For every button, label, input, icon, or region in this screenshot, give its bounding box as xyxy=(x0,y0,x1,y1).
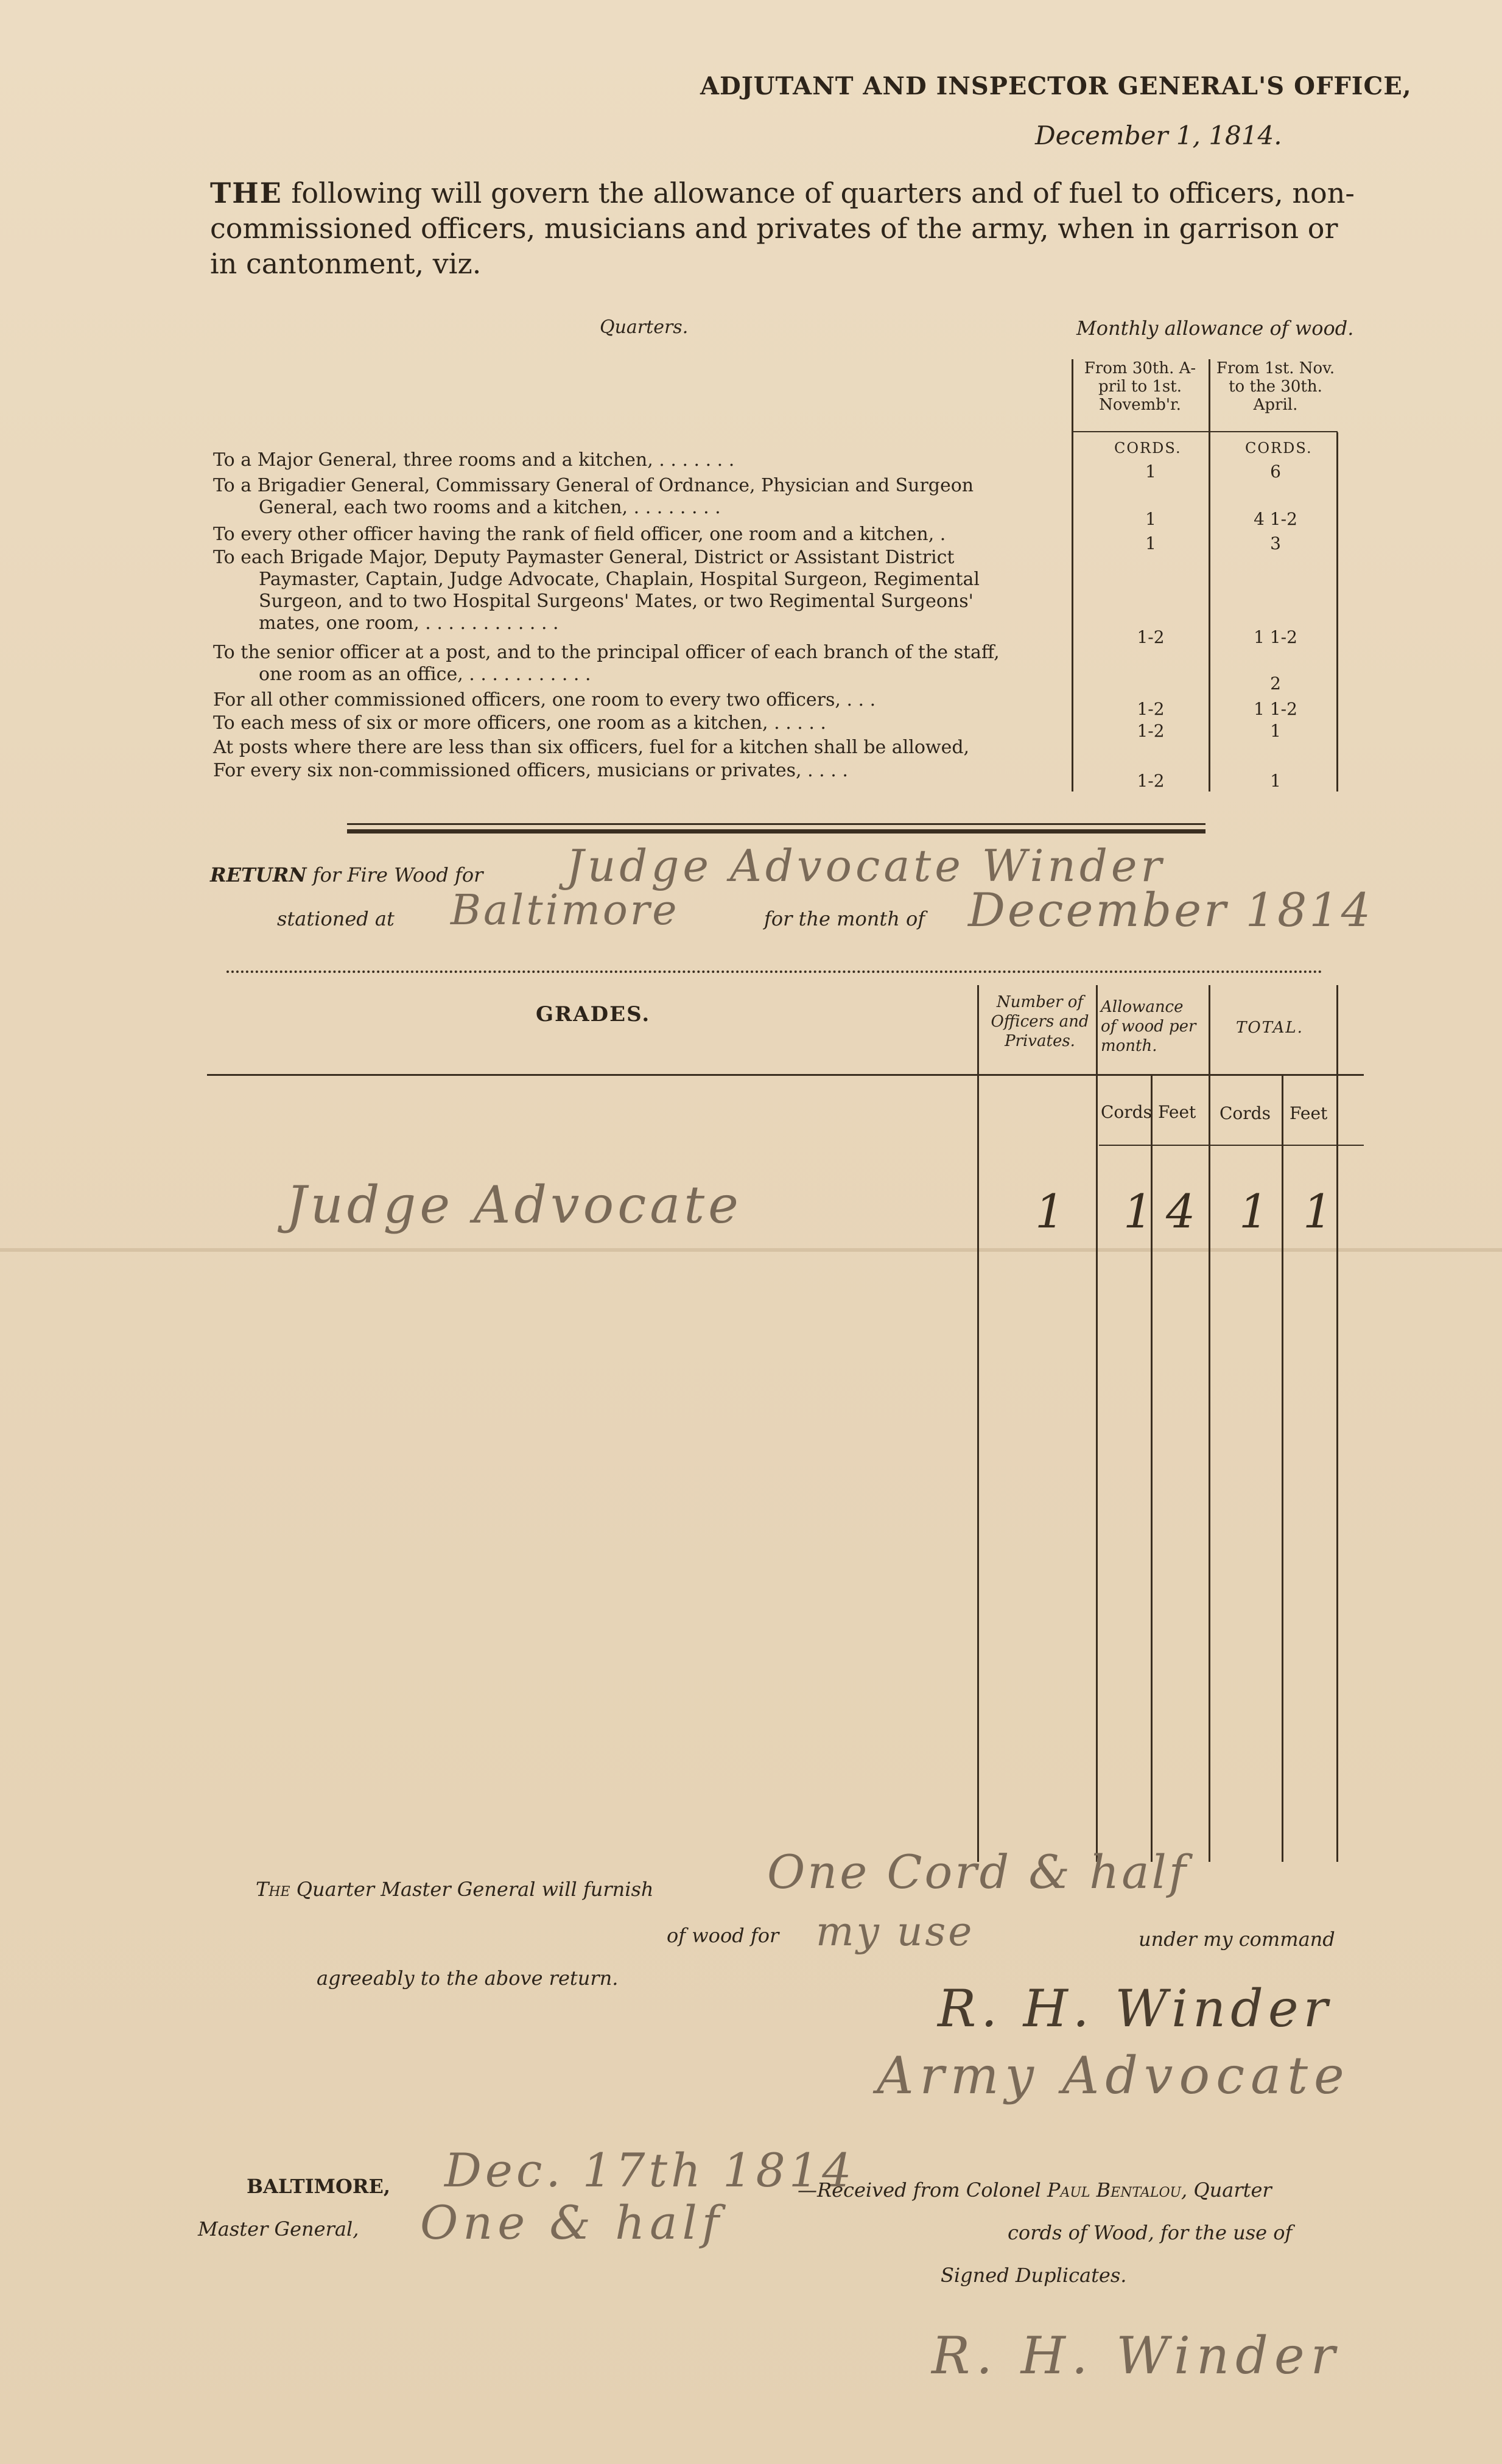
total-heading: TOTAL. xyxy=(1236,1019,1304,1037)
allowance-winter-value: 4 1-2 xyxy=(1254,509,1297,529)
allowance-row-line: Surgeon, and to two Hospital Surgeons' Mates, or two Regimental Surgeons' xyxy=(259,591,974,612)
allowance-row-line: For all other commissioned officers, one room to every two officers, . . . xyxy=(213,689,876,711)
sub-cords-heading: Cords xyxy=(1101,1102,1152,1122)
col-winter-heading: From 1st. Nov. to the 30th. April. xyxy=(1216,359,1335,414)
receipt-amount-handwritten: One & half xyxy=(420,2195,724,2250)
wavy-rule xyxy=(226,971,1322,979)
allowance-winter-value: 1 1-2 xyxy=(1254,699,1297,719)
table-rule xyxy=(1072,359,1073,791)
allowance-winter-value: 1 1-2 xyxy=(1254,627,1297,647)
allowance-row-line: To each mess of six or more officers, one room as a kitchen, . . . . . xyxy=(213,712,826,734)
signature-title-handwritten: Army Advocate xyxy=(877,2046,1350,2105)
stationed-handwritten: Baltimore xyxy=(451,886,679,935)
allowance-summer-value: 1 xyxy=(1145,533,1156,553)
table-rule xyxy=(1209,985,1210,1862)
receipt-date-handwritten: Dec. 17th 1814 xyxy=(444,2143,855,2197)
sub-cords-heading: Cords xyxy=(1219,1103,1271,1123)
table-rule xyxy=(1099,1145,1364,1146)
quarters-heading: Quarters. xyxy=(600,317,689,338)
table-rule xyxy=(1096,985,1098,1862)
requisition-amount-handwritten: One Cord & half xyxy=(767,1845,1188,1899)
receipt-signed-line: Signed Duplicates. xyxy=(941,2264,1127,2287)
total-feet-value: 1 xyxy=(1303,1184,1333,1238)
office-title: ADJUTANT AND INSPECTOR GENERAL'S OFFICE, xyxy=(700,72,1412,100)
month-handwritten: December 1814 xyxy=(968,883,1374,937)
fold-crease xyxy=(0,1248,1502,1252)
intro-text: following will govern the allowance of quarters and of fuel to officers, non-commissioned officers, musicians and privates of the army, when in garrison or in cantonment, viz. xyxy=(210,177,1355,280)
monthly-allowance-heading: Monthly allowance of wood. xyxy=(1076,317,1354,340)
month-label: for the month of xyxy=(764,907,925,930)
receipt-master-line: Master General, xyxy=(198,2217,359,2241)
allowance-summer-value: 1-2 xyxy=(1137,771,1165,791)
allowance-row-line: At posts where there are less than six officers, fuel for a kitchen shall be allowed, xyxy=(213,737,970,758)
table-rule xyxy=(1336,432,1338,791)
allowance-row-line: mates, one room, . . . . . . . . . . . . xyxy=(259,612,559,634)
receipt-received-line: —Received from Colonel Paul Bentalou, Quarter xyxy=(798,2178,1272,2202)
requisition-command: under my command xyxy=(1139,1928,1335,1951)
receipt-cords-line: cords of Wood, for the use of xyxy=(1008,2221,1293,2244)
col-summer-heading: From 30th. A- pril to 1st. Novemb'r. xyxy=(1084,359,1196,414)
allowance-row-line: To a Major General, three rooms and a kitchen, . . . . . . . xyxy=(213,449,735,471)
allowance-winter-value: 2 xyxy=(1270,673,1281,693)
allowance-row-line: General, each two rooms and a kitchen, . . . . . . . . xyxy=(259,497,721,518)
sub-feet-heading: Feet xyxy=(1290,1103,1328,1123)
allowance-summer-value: 1 xyxy=(1145,509,1156,529)
requisition-line-1: The Quarter Master General will furnish xyxy=(256,1878,654,1901)
allowance-row-line: To each Brigade Major, Deputy Paymaster General, District or Assistant District xyxy=(213,547,955,568)
grade-handwritten: Judge Advocate xyxy=(286,1175,742,1235)
allowance-winter-value: 6 xyxy=(1270,462,1281,482)
allow-cords-value: 1 xyxy=(1123,1184,1153,1238)
separator-rule xyxy=(347,829,1205,834)
allowance-row-line: To the senior officer at a post, and to the principal officer of each branch of the staff, xyxy=(213,642,1000,663)
return-for-handwritten: Judge Advocate Winder xyxy=(566,840,1165,891)
intro-lead: THE xyxy=(210,177,283,209)
allowance-summer-value: 1-2 xyxy=(1137,627,1165,647)
table-rule xyxy=(977,985,979,1862)
requisition-use-handwritten: my use xyxy=(816,1908,975,1955)
allowance-winter-value: 1 xyxy=(1270,721,1281,741)
receipt-place: BALTIMORE, xyxy=(247,2175,390,2198)
stationed-label: stationed at xyxy=(277,907,395,930)
allowance-row-line: For every six non-commissioned officers, musicians or privates, . . . . xyxy=(213,760,848,781)
number-heading: Number of Officers and Privates. xyxy=(991,993,1089,1050)
table-rule xyxy=(1336,985,1338,1862)
unit-label-summer: CORDS. xyxy=(1114,440,1182,457)
allowance-heading: Allowance of wood per month. xyxy=(1101,998,1196,1055)
number-value: 1 xyxy=(1035,1184,1065,1238)
table-rule xyxy=(207,1074,1364,1076)
unit-label-winter: CORDS. xyxy=(1245,440,1313,457)
allowance-row-line: To a Brigadier General, Commissary General of Ordnance, Physician and Surgeon xyxy=(213,475,974,496)
allowance-row-line: one room as an office, . . . . . . . . . . . xyxy=(259,664,591,685)
requisition-line-3: agreeably to the above return. xyxy=(317,1967,619,1990)
total-cords-value: 1 xyxy=(1239,1184,1269,1238)
grades-heading: GRADES. xyxy=(536,1002,651,1027)
intro-paragraph xyxy=(210,175,1355,281)
allowance-summer-value: 1-2 xyxy=(1137,699,1165,719)
allowance-row-line: Paymaster, Captain, Judge Advocate, Chaplain, Hospital Surgeon, Regimental xyxy=(259,569,980,590)
sub-feet-heading: Feet xyxy=(1158,1102,1196,1122)
receipt-signature-handwritten: R. H. Winder xyxy=(932,2326,1341,2385)
requisition-line-2: of wood for xyxy=(667,1924,779,1947)
allowance-winter-value: 1 xyxy=(1270,771,1281,791)
allowance-winter-value: 3 xyxy=(1270,533,1281,553)
allowance-summer-value: 1 xyxy=(1145,462,1156,482)
allowance-row-line: To every other officer having the rank of field officer, one room and a kitchen, . xyxy=(213,524,946,545)
allow-feet-value: 4 xyxy=(1166,1184,1196,1238)
separator-rule xyxy=(347,823,1205,825)
table-rule xyxy=(1209,359,1210,791)
return-label: RETURN for Fire Wood for xyxy=(210,863,483,886)
allowance-summer-value: 1-2 xyxy=(1137,721,1165,741)
document-date: December 1, 1814. xyxy=(1035,121,1282,150)
table-rule xyxy=(1073,431,1338,432)
signature-handwritten: R. H. Winder xyxy=(938,1979,1333,2038)
table-rule xyxy=(1282,1075,1283,1862)
